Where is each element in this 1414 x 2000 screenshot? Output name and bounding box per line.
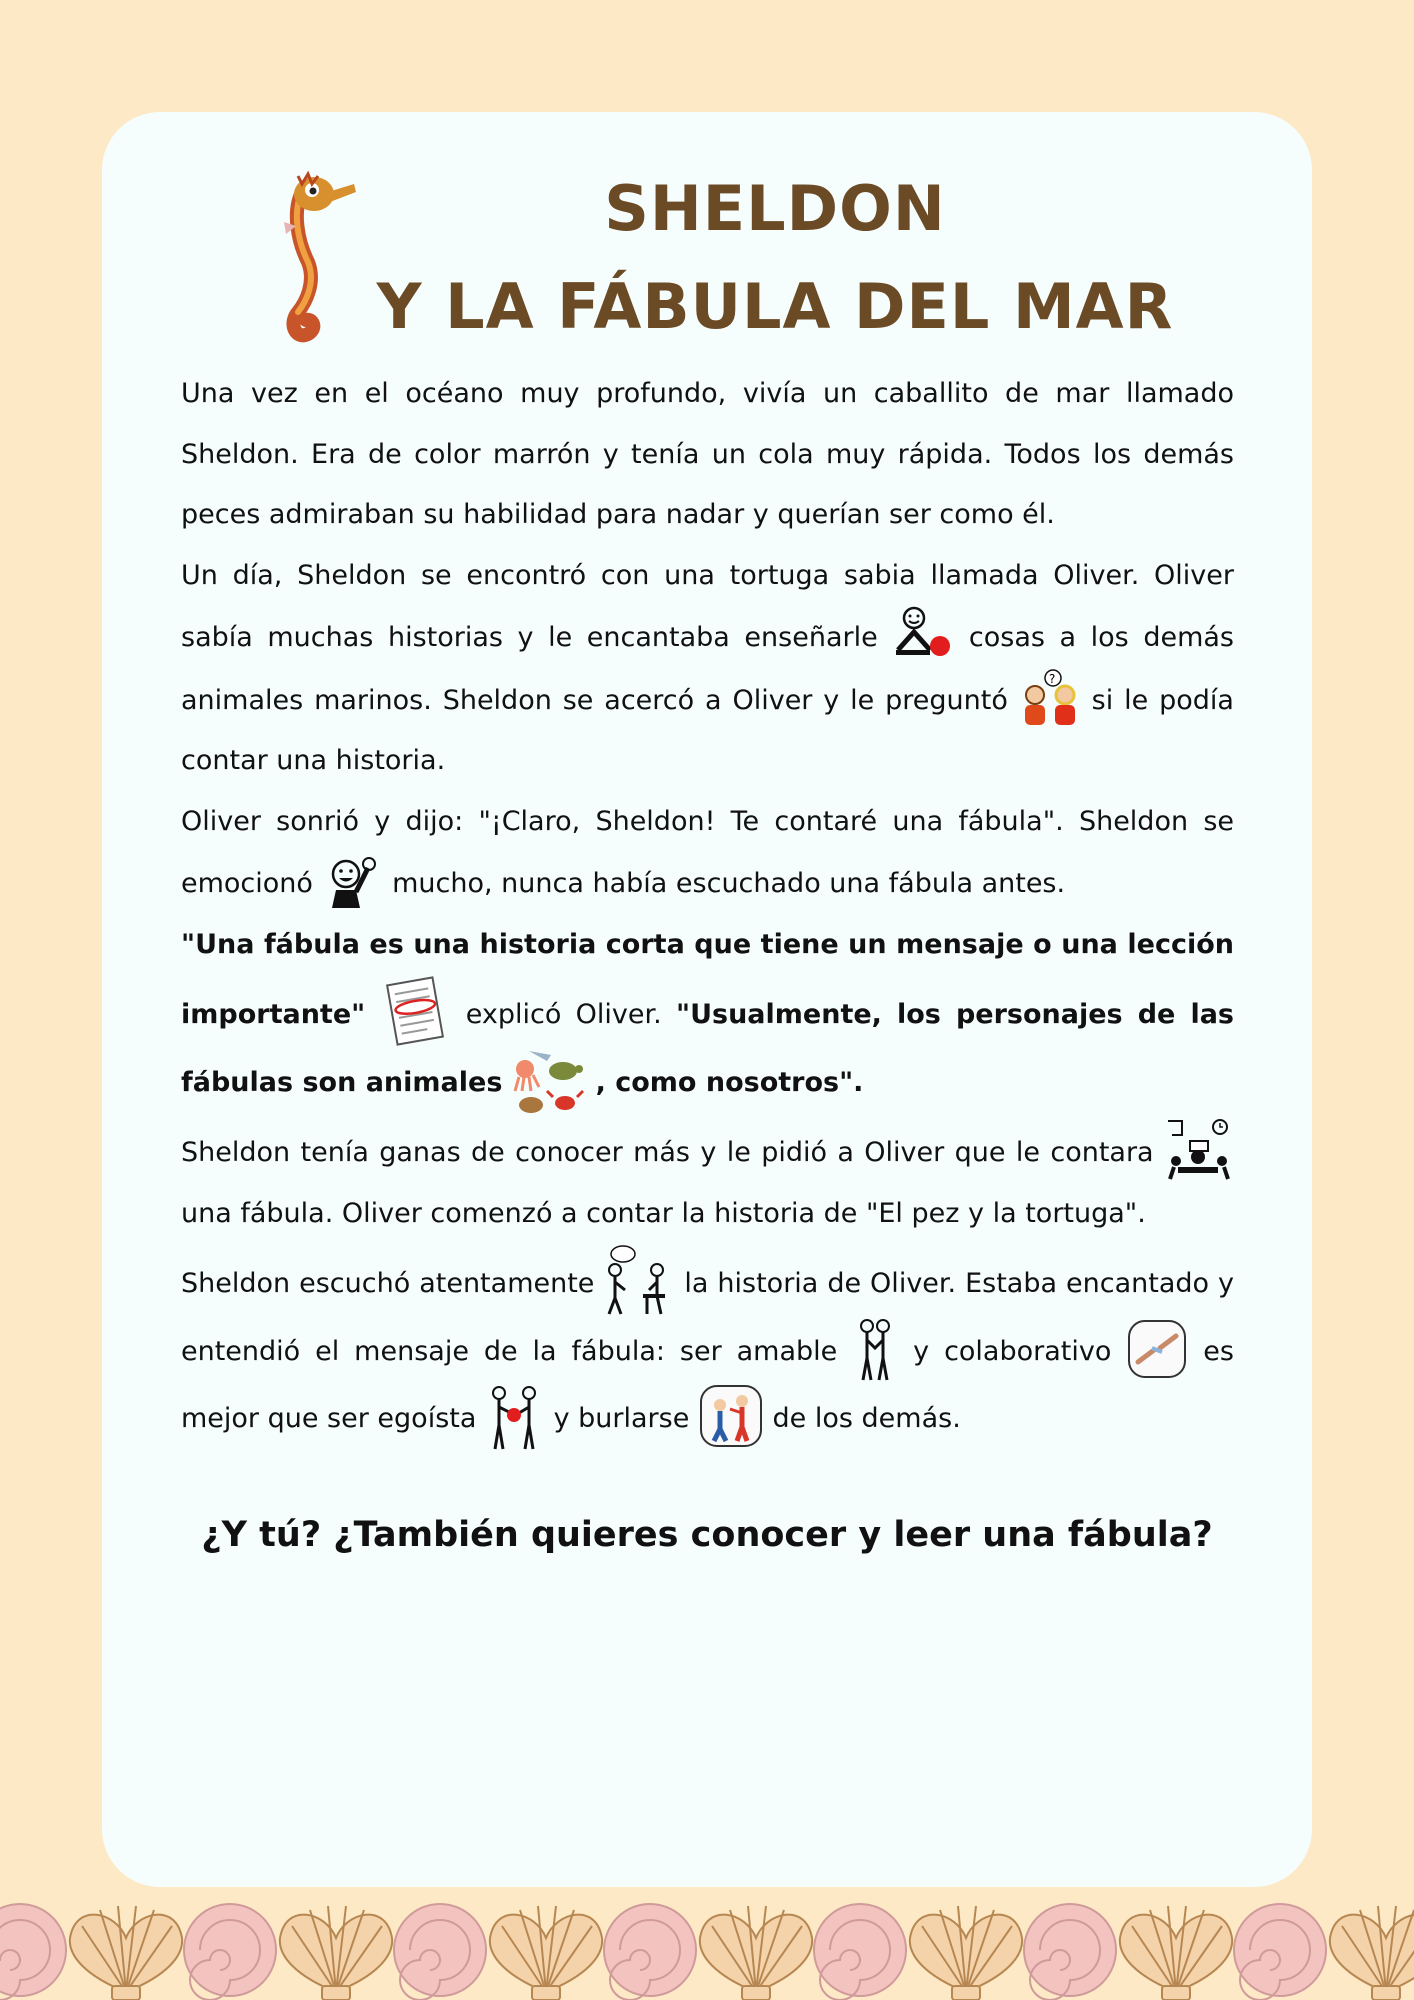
svg-text:?: ?: [1048, 671, 1056, 686]
paragraph-3-text-a: Oliver sonrió y dijo: "¡Claro, Sheldon! Te contaré una fábula". Sheldon se emocionó: [181, 805, 1234, 899]
paragraph-6-text-d: es mejor que ser egoísta: [181, 1336, 1234, 1434]
paragraph-4: [181, 915, 1234, 1118]
paragraph-5-text-b: una fábula. Oliver comenzó a contar la historia de "El pez y la tortuga".: [181, 1197, 1146, 1229]
sea-animals-icon: [511, 1047, 587, 1117]
title-line-2: Y LA FÁBULA DEL MAR: [376, 270, 1174, 343]
paragraph-6-text-c: y colaborativo: [913, 1336, 1112, 1367]
paragraph-6-text-a: Sheldon escuchó atentamente: [181, 1268, 595, 1299]
story-title: [360, 160, 1190, 356]
story-body: [181, 364, 1234, 1451]
teach-icon: [892, 606, 954, 662]
document-icon: [380, 975, 452, 1047]
seahorse-illustration: [262, 162, 362, 347]
tell-story-icon: [1164, 1117, 1234, 1183]
ask-icon: [1019, 669, 1081, 725]
paragraph-6: [181, 1244, 1234, 1451]
paragraph-6-text-e: y burlarse: [553, 1402, 690, 1434]
paragraph-2-text-a: Un día, Sheldon se encontró con una tortuga sabia llamada Oliver. Oliver sabía muchas historias y le encantaba enseñarle: [181, 559, 1234, 653]
paragraph-4-bold-b: "Usualmente, los personajes de las fábulas son animales: [181, 999, 1234, 1098]
paragraph-4-bold-c: , como nosotros".: [595, 1067, 864, 1098]
paragraph-4-text: explicó Oliver.: [465, 999, 662, 1030]
listen-icon: [603, 1244, 675, 1316]
title-line-1: SHELDON: [604, 172, 946, 245]
paragraph-2-text-c: si le podía contar una historia.: [181, 684, 1234, 776]
paragraph-6-text-b: la historia de Oliver. Estaba encantado y entendió el mensaje de la fábula: ser amable: [181, 1268, 1234, 1367]
closing-question: ¿Y tú? ¿También quieres conocer y leer una fábula?: [201, 1515, 1213, 1555]
mock-icon: [698, 1383, 764, 1449]
paragraph-5: [181, 1117, 1234, 1244]
collaborate-icon: [1126, 1318, 1188, 1380]
seashell-border: [0, 1888, 1414, 2000]
kind-icon: [852, 1316, 898, 1382]
excited-icon: [322, 852, 384, 908]
paragraph-2-text-b: cosas a los demás animales marinos. Sheldon se acercó a Oliver y le preguntó: [181, 622, 1234, 716]
paragraph-4-bold-a: "Una fábula es una historia corta que tiene un mensaje o una lección importante": [181, 928, 1234, 1030]
paragraph-5-text-a: Sheldon tenía ganas de conocer más y le pidió a Oliver que le contara: [181, 1137, 1154, 1168]
paragraph-1: Una vez en el océano muy profundo, vivía un caballito de mar llamado Sheldon. Era de color marrón y tenía un cola muy rápida. Todos los demás peces admiraban su habilidad para nadar y querían ser como él.: [181, 378, 1234, 530]
paragraph-6-text-f: de los demás.: [772, 1402, 961, 1434]
paragraph-2: [181, 546, 1234, 792]
paragraph-3-text-b: mucho, nunca había escuchado una fábula antes.: [392, 868, 1066, 899]
paragraph-3: [181, 792, 1234, 915]
selfish-icon: [485, 1383, 545, 1451]
